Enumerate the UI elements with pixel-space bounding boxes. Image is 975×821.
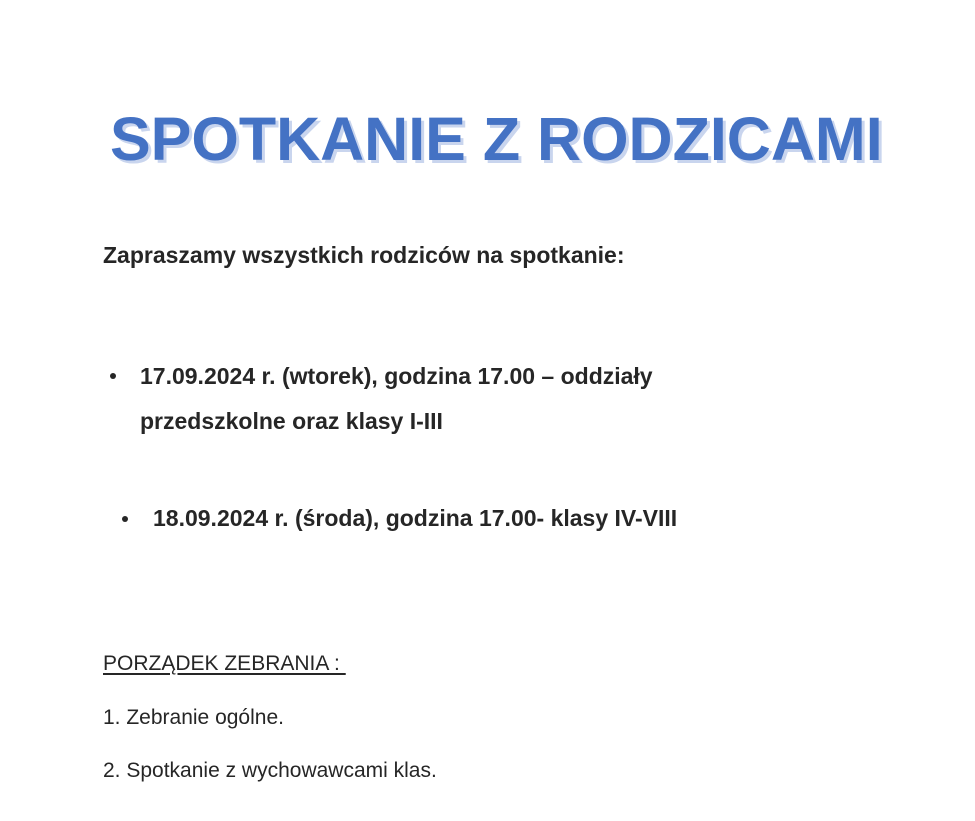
meeting-text: 18.09.2024 r. (środa), godzina 17.00- klasy IV-VIII <box>153 505 678 531</box>
bullet-icon <box>110 373 116 379</box>
agenda-item: 2. Spotkanie z wychowawcami klas. <box>103 759 437 782</box>
agenda-item: 1. Zebranie ogólne. <box>103 706 284 729</box>
meeting-list-item <box>153 503 677 533</box>
meeting-list-item <box>140 354 780 444</box>
bullet-icon <box>122 516 128 522</box>
intro-text: Zapraszamy wszystkich rodziców na spotkanie: <box>103 242 625 268</box>
page-title: SPOTKANIE Z RODZICAMI <box>110 105 883 173</box>
agenda-heading: PORZĄDEK ZEBRANIA : <box>103 652 346 675</box>
meeting-text: 17.09.2024 r. (wtorek), godzina 17.00 – oddziały przedszkolne oraz klasy I-III <box>140 363 653 434</box>
